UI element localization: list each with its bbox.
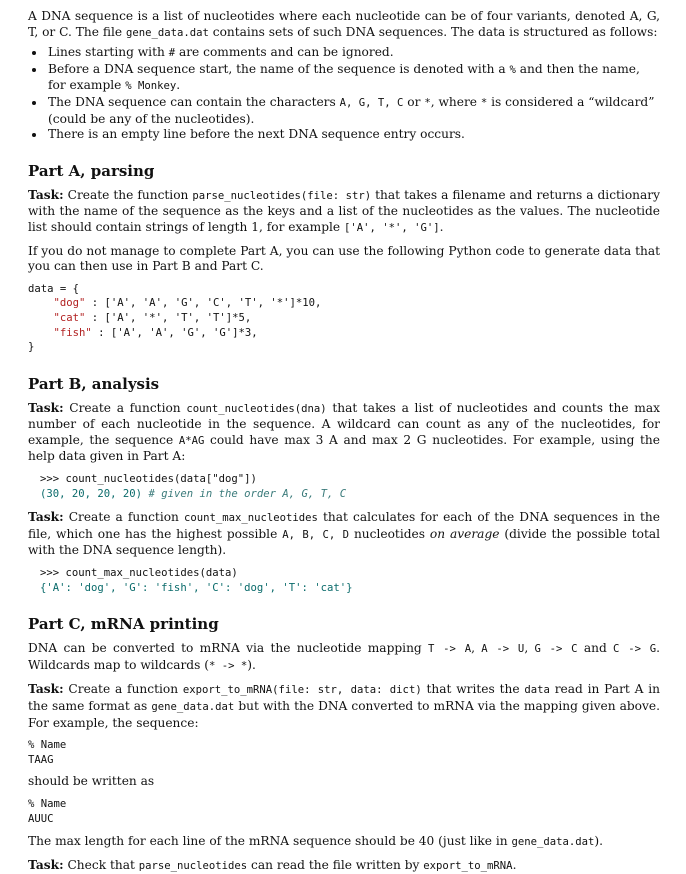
inline-code: gene_data.dat — [125, 26, 209, 39]
intro-text: contains sets of such DNA sequences. The data is structured as follows: — [208, 24, 658, 39]
inline-code: export_to_mRNA(file: str, data: dict) — [182, 684, 422, 697]
list-item: • Before a DNA sequence start, the name of the sequence is denoted with a % and then the name, for example % Monkey. — [46, 62, 660, 95]
inline-code: T -> A — [428, 643, 472, 656]
document-page — [28, 6, 660, 874]
inline-code: A, B, C, D — [282, 528, 350, 541]
inline-code: gene_data.dat — [511, 836, 595, 849]
inline-code: * — [424, 96, 431, 109]
inline-code: export_to_mRNA — [423, 859, 513, 872]
inline-code: data — [524, 684, 550, 697]
section-heading-part-b: Part B, analysis — [28, 374, 160, 393]
inline-code: * — [480, 96, 488, 109]
inline-code: A*AG — [178, 434, 205, 447]
task-label: Task: — [28, 400, 64, 415]
max-length-paragraph: The max length for each line of the mRNA sequence should be 40 (just like in gene_data.dat). — [28, 834, 604, 849]
inline-code: # — [168, 47, 176, 60]
intro-paragraph — [28, 9, 660, 41]
inline-code: % — [509, 63, 516, 76]
inline-code: % Monkey — [125, 80, 177, 93]
written-as-text: should be written as — [28, 774, 155, 789]
inline-code: C -> G — [613, 643, 657, 656]
task-paragraph: Task: Create a function count_nucleotides(dna) that takes a list of nucleotides and counts the max number of each nucleotide in the sequence. A wildcard can count as any of the nucleotides, for example, the sequence A*AG could have max 3 A and max 2 G nucleotides. For example, using the help data given in Part A: — [28, 400, 660, 464]
section-heading-part-a: Part A, parsing — [28, 161, 155, 180]
task-paragraph: Task: Create the function parse_nucleotides(file: str) that takes a filename and returns a dictionary with the name of the sequence as the keys and a list of the nucleotides as the values. The nucleotide list should contain strings of length 1, for example ['A', '*', 'G']. — [28, 187, 660, 234]
example-code-block: >>> count_max_nucleotides(data) {'A': 'dog', 'G': 'fish', 'C': 'dog', 'T': 'cat'} — [40, 567, 353, 594]
task-label: Task: — [28, 187, 64, 202]
dna-example-block: % Name TAAG — [28, 739, 67, 766]
list-item: • There is an empty line before the next DNA sequence entry occurs. — [46, 127, 660, 143]
task-paragraph: Task: Create a function count_max_nucleotides that calculates for each of the DNA sequences in the file, which one has the highest possible A, B, C, D nucleotides on average (divide the possible total with the DNA sequence length). — [28, 510, 661, 558]
list-item: • Lines starting with # are comments and can be ignored. — [46, 45, 660, 62]
task-label: Task: — [28, 857, 64, 872]
inline-code: count_nucleotides(dna) — [186, 402, 327, 415]
inline-code: parse_nucleotides — [138, 859, 248, 872]
inline-code: A -> U — [481, 643, 525, 656]
format-rules-list — [28, 45, 660, 143]
task-paragraph: Task: Check that parse_nucleotides can read the file written by export_to_mRNA. — [28, 857, 517, 872]
task-label: Task: — [28, 682, 64, 697]
inline-code: G -> C — [534, 643, 578, 656]
inline-code: gene_data.dat — [151, 701, 235, 713]
mapping-paragraph: DNA can be converted to mRNA via the nucleotide mapping T -> A, A -> U, G -> C and C -> G. Wildcards map to wildcards (* -> *). — [28, 641, 660, 672]
section-heading-part-c: Part C, mRNA printing — [28, 615, 219, 634]
inline-code: ['A', '*', 'G'] — [344, 221, 440, 234]
mrna-example-block: % Name AUUC — [28, 797, 67, 825]
example-code-block: >>> count_nucleotides(data["dog"]) (30, 20, 20, 20) # given in the order A, G, T, C — [40, 473, 347, 500]
inline-code: parse_nucleotides(file: str) — [192, 189, 372, 202]
inline-code: A, G, T, C — [339, 96, 404, 109]
intro-text: A DNA sequence is a list of nucleotides where each nucleotide can be of four variants, denoted A, G, T, or C. The file — [28, 9, 660, 39]
inline-code: * -> * — [209, 659, 248, 672]
help-paragraph: If you do not manage to complete Part A, you can use the following Python code to generate data that you can then use in Part B and Part C. — [28, 243, 660, 274]
task-paragraph: Task: Create a function export_to_mRNA(file: str, data: dict) that writes the data read in Part A in the same format as gene_data.dat but with the DNA converted to mRNA via the mapping given above. For example, the sequence: — [28, 682, 660, 730]
list-item: • The DNA sequence can contain the characters A, G, T, C or *, where * is considered a “wildcard” (could be any of the nucleotides). — [46, 95, 660, 127]
code-block: data = { "dog" : ['A', 'A', 'G', 'C', 'T', '*']*10, "cat" : ['A', '*', 'T', 'T']*5, "fish" : ['A', 'A', 'G', 'G']*3, } — [28, 282, 322, 354]
inline-code: count_max_nucleotides — [184, 512, 318, 525]
task-label: Task: — [28, 510, 64, 525]
